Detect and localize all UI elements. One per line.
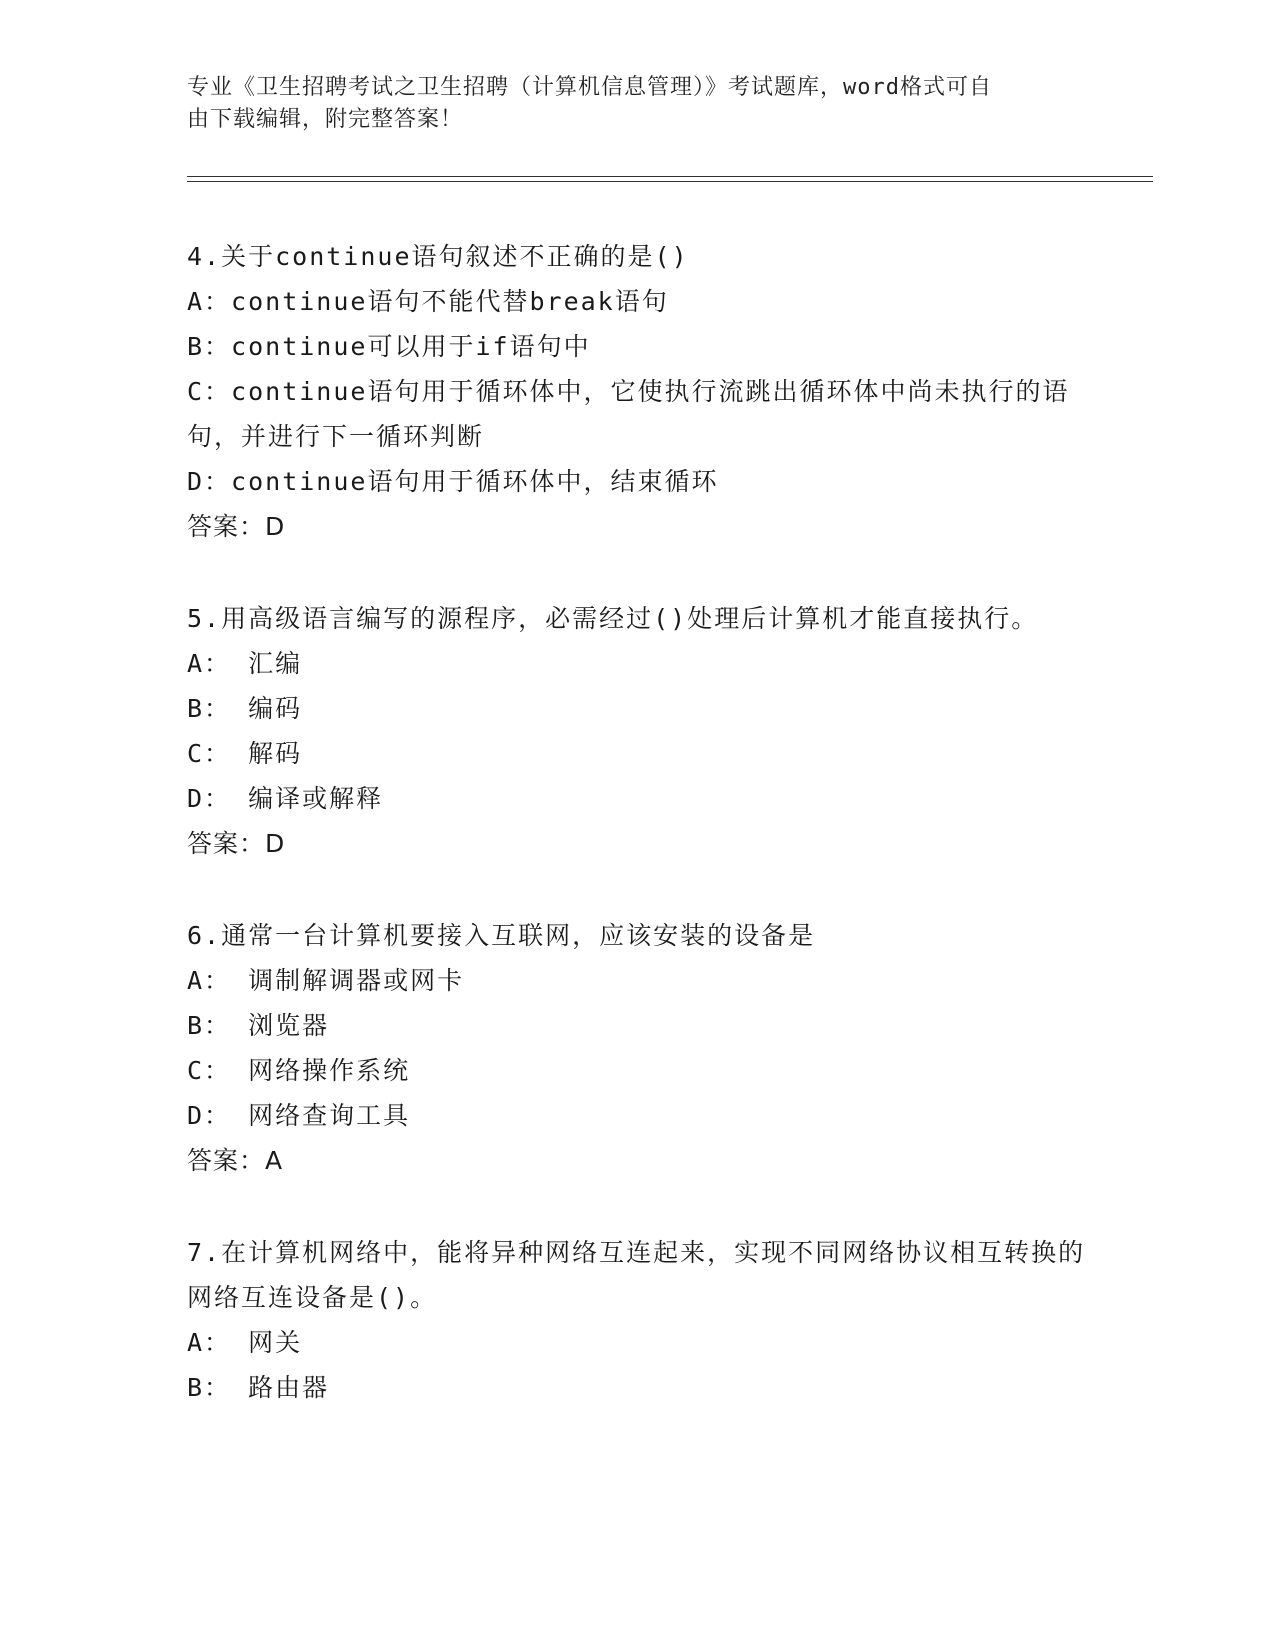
question-5 <box>187 596 1087 866</box>
option-d: D： 网络查询工具 <box>187 1101 411 1130</box>
question-4 <box>187 234 1087 549</box>
option-d: D：continue语句用于循环体中，结束循环 <box>187 467 719 496</box>
answer-line <box>187 504 1087 549</box>
option-a: A： 网关 <box>187 1328 303 1357</box>
option-a: A：continue语句不能代替break语句 <box>187 287 669 316</box>
option-b: B：continue可以用于if语句中 <box>187 332 591 361</box>
option-c: C： 解码 <box>187 739 303 768</box>
question-list <box>187 234 1087 1457</box>
question-text: 6.通常一台计算机要接入互联网，应该安装的设备是 <box>187 921 816 950</box>
header-line-1: 专业《卫生招聘考试之卫生招聘（计算机信息管理）》考试题库，word格式可自 <box>187 75 992 100</box>
header-divider-top <box>187 176 1153 177</box>
answer-label: 答案： <box>187 512 266 541</box>
answer-value: D <box>265 512 286 541</box>
answer-label: 答案： <box>187 829 266 858</box>
answer-label: 答案： <box>187 1146 266 1175</box>
option-b: B： 浏览器 <box>187 1011 330 1040</box>
question-6 <box>187 913 1087 1183</box>
question-7 <box>187 1230 1087 1410</box>
answer-line <box>187 821 1087 866</box>
question-text: 5.用高级语言编写的源程序，必需经过()处理后计算机才能直接执行。 <box>187 604 1039 633</box>
option-a: A： 调制解调器或网卡 <box>187 966 465 995</box>
answer-value: A <box>265 1146 284 1175</box>
option-c: C： 网络操作系统 <box>187 1056 411 1085</box>
document-header <box>187 72 1067 136</box>
answer-line <box>187 1138 1087 1183</box>
question-text: 4.关于continue语句叙述不正确的是() <box>187 242 689 271</box>
answer-value: D <box>265 829 286 858</box>
option-b: B： 编码 <box>187 694 303 723</box>
option-d: D： 编译或解释 <box>187 784 384 813</box>
option-c: C：continue语句用于循环体中，它使执行流跳出循环体中尚未执行的语句，并进行下一循环判断 <box>187 377 1070 451</box>
header-divider-bottom <box>187 181 1153 182</box>
option-b: B： 路由器 <box>187 1373 330 1402</box>
question-text: 7.在计算机网络中，能将异种网络互连起来，实现不同网络协议相互转换的网络互连设备是()。 <box>187 1238 1086 1312</box>
option-a: A： 汇编 <box>187 649 303 678</box>
header-line-2: 由下载编辑，附完整答案！ <box>187 107 464 132</box>
